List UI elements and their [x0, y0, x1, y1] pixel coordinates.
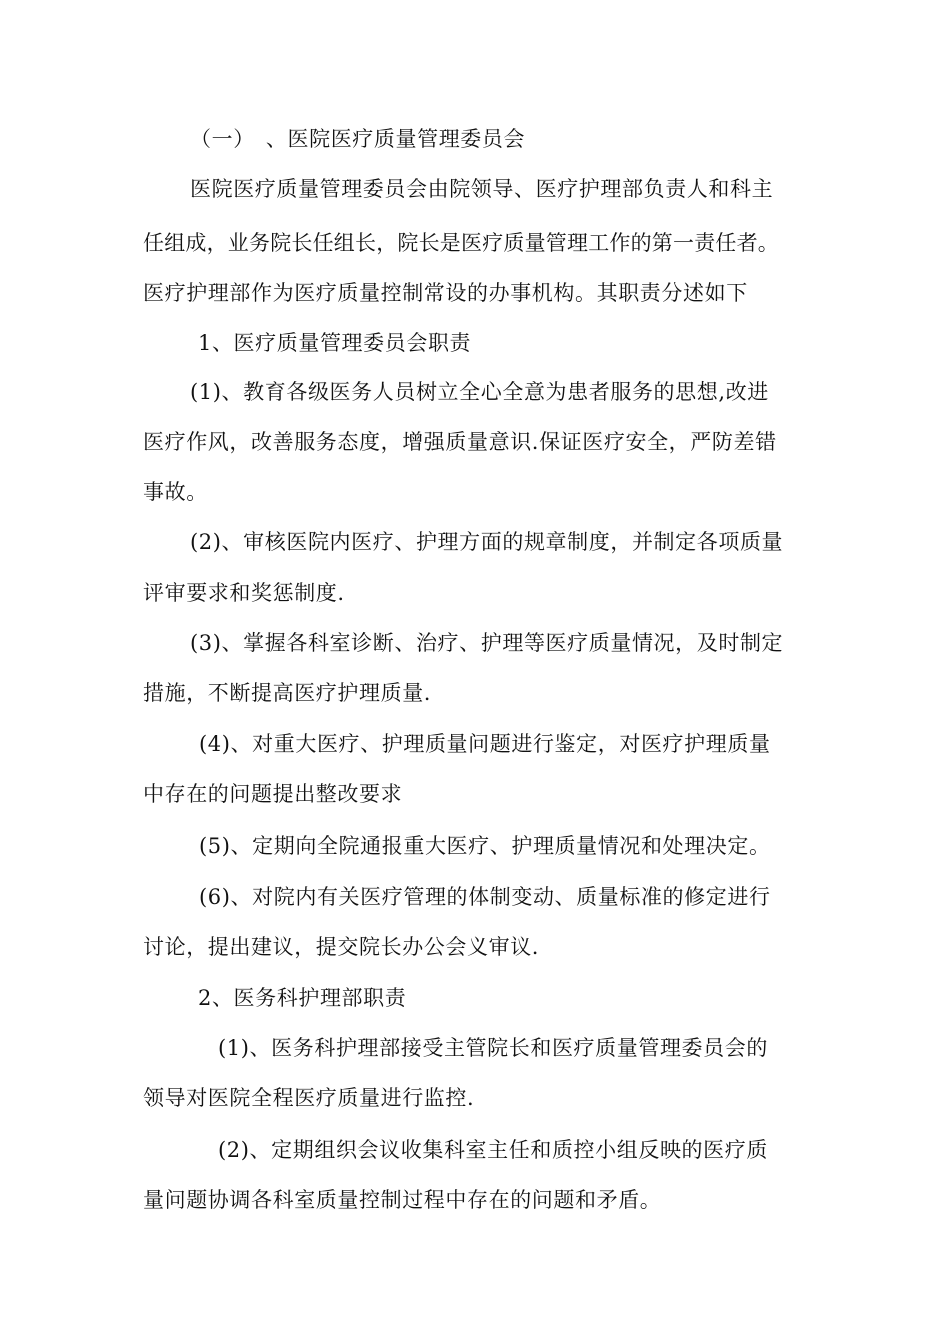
paragraph-line: 量问题协调各科室质量控制过程中存在的问题和矛盾。 [143, 1188, 662, 1212]
subsection-title: 2、医务科护理部职责 [198, 986, 407, 1010]
paragraph-line: 医疗作风，改善服务态度，增强质量意识.保证医疗安全，严防差错 [143, 430, 777, 454]
paragraph-line: (1)、教育各级医务人员树立全心全意为患者服务的思想,改进 [190, 380, 769, 404]
paragraph-line: 讨论，提出建议，提交院长办公会义审议. [143, 935, 540, 959]
paragraph-line: (4)、对重大医疗、护理质量问题进行鉴定，对医疗护理质量 [199, 732, 771, 756]
paragraph-line: 领导对医院全程医疗质量进行监控. [143, 1086, 475, 1110]
paragraph-line: (6)、对院内有关医疗管理的体制变动、质量标准的修定进行 [199, 885, 771, 909]
paragraph-line: 事故。 [143, 480, 208, 504]
paragraph-line: (1)、医务科护理部接受主管院长和医疗质量管理委员会的 [218, 1036, 768, 1060]
intro-line: 医疗护理部作为医疗质量控制常设的办事机构。其职责分述如下 [143, 281, 748, 305]
paragraph-line: (2)、审核医院内医疗、护理方面的规章制度，并制定各项质量 [190, 530, 784, 554]
section-heading: （一） 、医院医疗质量管理委员会 [190, 127, 526, 151]
intro-line: 任组成，业务院长任组长，院长是医疗质量管理工作的第一责任者。 [143, 231, 779, 255]
subsection-title: 1、医疗质量管理委员会职责 [198, 331, 472, 355]
paragraph-line: 中存在的问题提出整改要求 [143, 782, 403, 806]
intro-line: 医院医疗质量管理委员会由院领导、医疗护理部负责人和科主 [190, 177, 774, 201]
paragraph-line: 措施，不断提高医疗护理质量. [143, 681, 432, 705]
paragraph-line: (5)、定期向全院通报重大医疗、护理质量情况和处理决定。 [199, 834, 771, 858]
paragraph-line: 评审要求和奖惩制度. [143, 581, 345, 605]
paragraph-line: (3)、掌握各科室诊断、治疗、护理等医疗质量情况，及时制定 [190, 631, 784, 655]
paragraph-line: (2)、定期组织会议收集科室主任和质控小组反映的医疗质 [218, 1138, 768, 1162]
